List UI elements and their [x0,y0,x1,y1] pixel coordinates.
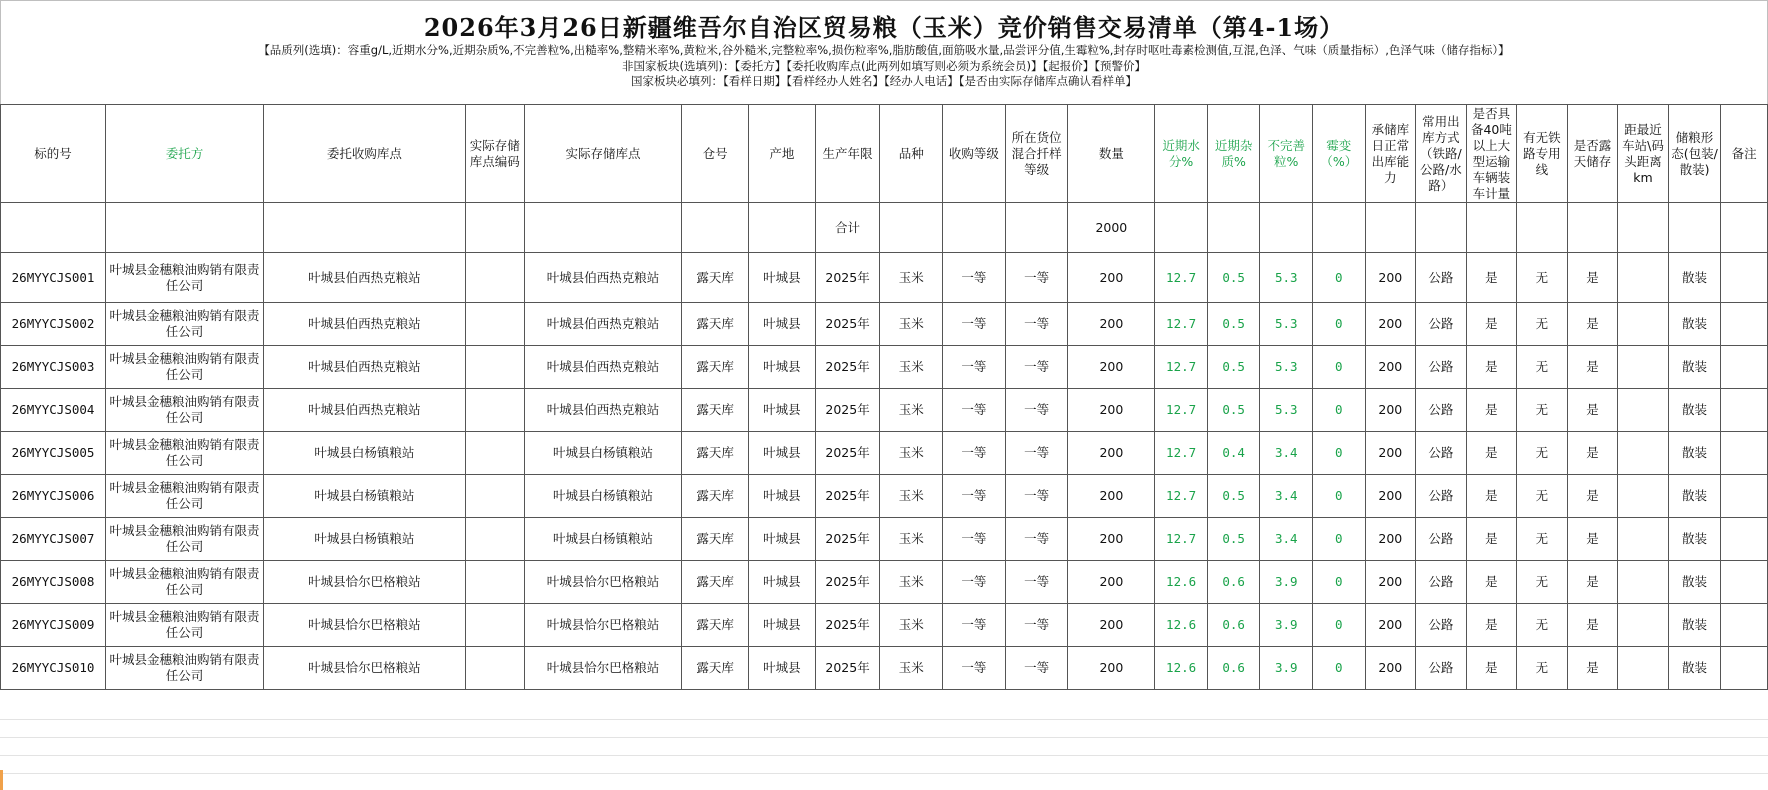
cell-imperfect[interactable]: 3.9 [1260,647,1313,690]
cell-capacity[interactable]: 200 [1365,604,1416,647]
cell-warehouse[interactable]: 露天库 [682,432,749,475]
cell-remark[interactable] [1721,647,1768,690]
cell-year[interactable]: 2025年 [815,253,880,303]
cell-mixed-grade[interactable]: 一等 [1005,604,1068,647]
cell-quantity[interactable]: 200 [1068,303,1155,346]
cell-purchase-point[interactable]: 叶城县恰尔巴格粮站 [263,604,465,647]
cell-variety[interactable]: 玉米 [880,475,943,518]
cell-distance[interactable] [1618,432,1669,475]
row-selection-marker [0,770,3,790]
cell-open-air[interactable]: 是 [1567,432,1618,475]
cell-truck[interactable]: 是 [1466,303,1517,346]
cell-capacity[interactable]: 200 [1365,346,1416,389]
cell-grade[interactable]: 一等 [943,346,1006,389]
cell-storage-point[interactable]: 叶城县伯西热克粮站 [524,253,682,303]
cell-variety[interactable]: 玉米 [880,389,943,432]
empty-sheet-area[interactable] [0,703,1768,790]
cell-year[interactable]: 2025年 [815,647,880,690]
cell-imperfect[interactable]: 3.9 [1260,604,1313,647]
cell-purchase-point[interactable]: 叶城县白杨镇粮站 [263,475,465,518]
cell-form[interactable]: 散装 [1668,475,1721,518]
cell-impurity[interactable]: 0.5 [1207,346,1260,389]
cell-client[interactable]: 叶城县金穗粮油购销有限责任公司 [106,253,264,303]
cell-storage-code[interactable] [465,518,524,561]
cell-origin[interactable]: 叶城县 [749,253,816,303]
cell-id[interactable]: 26MYYCJS002 [1,303,106,346]
cell-method[interactable]: 公路 [1416,561,1467,604]
cell-client[interactable]: 叶城县金穗粮油购销有限责任公司 [106,604,264,647]
cell-origin[interactable]: 叶城县 [749,346,816,389]
column-header[interactable]: 委托收购库点 [263,105,465,203]
cell-mixed-grade[interactable]: 一等 [1005,518,1068,561]
cell-open-air[interactable]: 是 [1567,647,1618,690]
table-row [1,389,1768,432]
cell-grade[interactable]: 一等 [943,432,1006,475]
cell-open-air[interactable]: 是 [1567,475,1618,518]
cell-method[interactable]: 公路 [1416,253,1467,303]
cell-open-air[interactable]: 是 [1567,253,1618,303]
cell-quantity[interactable]: 200 [1068,475,1155,518]
cell-impurity[interactable]: 0.6 [1207,604,1260,647]
cell-remark[interactable] [1721,561,1768,604]
cell-distance[interactable] [1618,303,1669,346]
cell-id[interactable]: 26MYYCJS003 [1,346,106,389]
cell-method[interactable]: 公路 [1416,389,1467,432]
column-header[interactable]: 霉变（%） [1313,105,1366,203]
cell-storage-code[interactable] [465,303,524,346]
cell-origin[interactable]: 叶城县 [749,647,816,690]
cell-truck[interactable]: 是 [1466,389,1517,432]
cell-truck[interactable]: 是 [1466,604,1517,647]
cell-variety[interactable]: 玉米 [880,647,943,690]
cell-remark[interactable] [1721,303,1768,346]
cell-quantity[interactable]: 200 [1068,432,1155,475]
cell-mixed-grade[interactable]: 一等 [1005,561,1068,604]
column-header[interactable]: 委托方 [106,105,264,203]
cell-moisture[interactable]: 12.7 [1155,389,1208,432]
cell-form[interactable]: 散装 [1668,253,1721,303]
cell-open-air[interactable]: 是 [1567,561,1618,604]
cell-id[interactable]: 26MYYCJS009 [1,604,106,647]
cell-client[interactable]: 叶城县金穗粮油购销有限责任公司 [106,303,264,346]
listing-table [0,104,1768,690]
cell-railway[interactable]: 无 [1517,604,1568,647]
cell-mixed-grade[interactable]: 一等 [1005,475,1068,518]
cell-quantity[interactable]: 200 [1068,389,1155,432]
cell-imperfect[interactable]: 5.3 [1260,346,1313,389]
cell-year[interactable]: 2025年 [815,303,880,346]
cell-truck[interactable]: 是 [1466,475,1517,518]
cell-storage-code[interactable] [465,432,524,475]
cell-variety[interactable]: 玉米 [880,561,943,604]
cell-railway[interactable]: 无 [1517,303,1568,346]
cell-mixed-grade[interactable]: 一等 [1005,432,1068,475]
cell-year[interactable]: 2025年 [815,389,880,432]
cell-moisture[interactable]: 12.7 [1155,253,1208,303]
table-row [1,253,1768,303]
cell-open-air[interactable]: 是 [1567,389,1618,432]
cell-storage-code[interactable] [465,647,524,690]
cell-capacity[interactable]: 200 [1365,253,1416,303]
cell-purchase-point[interactable]: 叶城县恰尔巴格粮站 [263,647,465,690]
table-row [1,561,1768,604]
column-header[interactable]: 标的号 [1,105,106,203]
cell-grade[interactable]: 一等 [943,518,1006,561]
national-columns-note[interactable]: 国家板块必填列：【看样日期】【看样经办人姓名】【经办人电话】【是否由实际存储库点确认看样单】 [631,74,1137,88]
cell-grade[interactable]: 一等 [943,475,1006,518]
cell-truck[interactable]: 是 [1466,432,1517,475]
cell-distance[interactable] [1618,518,1669,561]
cell-id[interactable]: 26MYYCJS010 [1,647,106,690]
quality-columns-note[interactable]: 【品质列(选填)：容重g/L,近期水分%,近期杂质%,不完善粒%,出糙率%,整精米率%,黄粒米,谷外糙米,完整粒率%,损伤粒率%,脂肪酸值,面筋吸水量,品尝评分值,生霉粒%,封存时呕吐毒素检测值,互混,色泽、气味（质量指标）,色泽气味（储存指标）】 [258,43,1510,57]
table-row [1,475,1768,518]
cell-moisture[interactable]: 12.7 [1155,346,1208,389]
cell-grade[interactable]: 一等 [943,389,1006,432]
cell-open-air[interactable]: 是 [1567,604,1618,647]
cell-warehouse[interactable]: 露天库 [682,389,749,432]
cell-storage-point[interactable]: 叶城县白杨镇粮站 [524,432,682,475]
cell-grade[interactable]: 一等 [943,604,1006,647]
cell-quantity[interactable]: 200 [1068,604,1155,647]
column-header[interactable]: 实际存储库点 [524,105,682,203]
cell-storage-point[interactable]: 叶城县恰尔巴格粮站 [524,561,682,604]
cell-capacity[interactable]: 200 [1365,389,1416,432]
cell-railway[interactable]: 无 [1517,647,1568,690]
cell-client[interactable]: 叶城县金穗粮油购销有限责任公司 [106,475,264,518]
column-header[interactable]: 常用出库方式（铁路/公路/水路） [1416,105,1467,203]
cell-impurity[interactable]: 0.5 [1207,389,1260,432]
cell-client[interactable]: 叶城县金穗粮油购销有限责任公司 [106,561,264,604]
cell-imperfect[interactable]: 3.9 [1260,561,1313,604]
cell-purchase-point[interactable]: 叶城县恰尔巴格粮站 [263,561,465,604]
cell-storage-point[interactable]: 叶城县白杨镇粮站 [524,518,682,561]
cell-storage-code[interactable] [465,561,524,604]
cell-method[interactable]: 公路 [1416,604,1467,647]
cell-distance[interactable] [1618,389,1669,432]
cell-year[interactable]: 2025年 [815,561,880,604]
cell-mildew[interactable]: 0 [1313,346,1366,389]
cell-grade[interactable]: 一等 [943,253,1006,303]
cell-quantity[interactable]: 200 [1068,647,1155,690]
column-header[interactable]: 近期水分% [1155,105,1208,203]
cell-capacity[interactable]: 200 [1365,475,1416,518]
cell-capacity[interactable]: 200 [1365,432,1416,475]
sheet-header [0,0,1768,105]
cell-imperfect[interactable]: 3.4 [1260,518,1313,561]
cell-imperfect[interactable]: 3.4 [1260,432,1313,475]
cell-warehouse[interactable]: 露天库 [682,647,749,690]
column-header[interactable]: 距最近车站\码头距离km [1618,105,1669,203]
cell-id[interactable]: 26MYYCJS004 [1,389,106,432]
cell-imperfect[interactable]: 5.3 [1260,253,1313,303]
cell-warehouse[interactable]: 露天库 [682,303,749,346]
cell-storage-code[interactable] [465,389,524,432]
table-row [1,432,1768,475]
cell-method[interactable]: 公路 [1416,303,1467,346]
cell-mildew[interactable]: 0 [1313,303,1366,346]
cell-mixed-grade[interactable]: 一等 [1005,303,1068,346]
cell-warehouse[interactable]: 露天库 [682,604,749,647]
column-header[interactable]: 不完善粒% [1260,105,1313,203]
cell-warehouse[interactable]: 露天库 [682,518,749,561]
cell-form[interactable]: 散装 [1668,561,1721,604]
cell-moisture[interactable]: 12.6 [1155,647,1208,690]
cell-quantity[interactable]: 200 [1068,253,1155,303]
cell-form[interactable]: 散装 [1668,647,1721,690]
cell-form[interactable]: 散装 [1668,389,1721,432]
cell-year[interactable]: 2025年 [815,518,880,561]
cell-year[interactable]: 2025年 [815,346,880,389]
cell-mildew[interactable]: 0 [1313,432,1366,475]
cell-purchase-point[interactable]: 叶城县白杨镇粮站 [263,432,465,475]
cell-impurity[interactable]: 0.5 [1207,253,1260,303]
total-quantity[interactable]: 2000 [1068,203,1155,253]
column-header[interactable]: 所在货位混合扦样等级 [1005,105,1068,203]
cell-railway[interactable]: 无 [1517,432,1568,475]
cell-mildew[interactable]: 0 [1313,389,1366,432]
cell-imperfect[interactable]: 5.3 [1260,389,1313,432]
cell-distance[interactable] [1618,647,1669,690]
cell-variety[interactable]: 玉米 [880,253,943,303]
cell-client[interactable]: 叶城县金穗粮油购销有限责任公司 [106,432,264,475]
cell-remark[interactable] [1721,432,1768,475]
column-header[interactable]: 近期杂质% [1207,105,1260,203]
cell-form[interactable]: 散装 [1668,604,1721,647]
cell-variety[interactable]: 玉米 [880,303,943,346]
total-label[interactable]: 合计 [815,203,880,253]
cell-distance[interactable] [1618,253,1669,303]
cell-distance[interactable] [1618,604,1669,647]
column-header[interactable]: 实际存储库点编码 [465,105,524,203]
cell-moisture[interactable]: 12.7 [1155,432,1208,475]
cell-remark[interactable] [1721,253,1768,303]
cell-id[interactable]: 26MYYCJS005 [1,432,106,475]
cell-purchase-point[interactable]: 叶城县白杨镇粮站 [263,518,465,561]
cell-year[interactable]: 2025年 [815,432,880,475]
cell-mildew[interactable]: 0 [1313,604,1366,647]
cell-remark[interactable] [1721,346,1768,389]
cell-truck[interactable]: 是 [1466,253,1517,303]
cell-quantity[interactable]: 200 [1068,561,1155,604]
cell-form[interactable]: 散装 [1668,346,1721,389]
cell-form[interactable]: 散装 [1668,432,1721,475]
table-row [1,647,1768,690]
column-header[interactable]: 收购等级 [943,105,1006,203]
cell-remark[interactable] [1721,604,1768,647]
cell-mildew[interactable]: 0 [1313,561,1366,604]
cell-warehouse[interactable]: 露天库 [682,253,749,303]
cell-railway[interactable]: 无 [1517,518,1568,561]
cell-method[interactable]: 公路 [1416,432,1467,475]
cell-open-air[interactable]: 是 [1567,346,1618,389]
cell-distance[interactable] [1618,561,1669,604]
column-header[interactable]: 储粮形态(包装/散装) [1668,105,1721,203]
cell-railway[interactable]: 无 [1517,475,1568,518]
cell-warehouse[interactable]: 露天库 [682,561,749,604]
cell-origin[interactable]: 叶城县 [749,518,816,561]
column-header[interactable]: 数量 [1068,105,1155,203]
cell-origin[interactable]: 叶城县 [749,604,816,647]
table-row [1,346,1768,389]
table-row [1,303,1768,346]
cell-impurity[interactable]: 0.6 [1207,647,1260,690]
cell-quantity[interactable]: 200 [1068,346,1155,389]
column-header[interactable]: 产地 [749,105,816,203]
cell-id[interactable]: 26MYYCJS008 [1,561,106,604]
cell-capacity[interactable]: 200 [1365,647,1416,690]
cell-impurity[interactable]: 0.5 [1207,303,1260,346]
cell-id[interactable]: 26MYYCJS006 [1,475,106,518]
table-row [1,604,1768,647]
cell-open-air[interactable]: 是 [1567,518,1618,561]
cell-origin[interactable]: 叶城县 [749,389,816,432]
cell-mildew[interactable]: 0 [1313,475,1366,518]
cell-imperfect[interactable]: 3.4 [1260,475,1313,518]
non-national-columns-note[interactable]: 非国家板块(选填列)：【委托方】【委托收购库点(此两列如填写则必须为系统会员)】【起报价】【预警价】 [622,58,1146,73]
cell-capacity[interactable]: 200 [1365,303,1416,346]
cell-storage-code[interactable] [465,253,524,303]
cell-origin[interactable]: 叶城县 [749,561,816,604]
cell-purchase-point[interactable]: 叶城县伯西热克粮站 [263,303,465,346]
column-header[interactable]: 是否露天储存 [1567,105,1618,203]
cell-truck[interactable]: 是 [1466,561,1517,604]
column-header[interactable]: 备注 [1721,105,1768,203]
cell-method[interactable]: 公路 [1416,346,1467,389]
cell-variety[interactable]: 玉米 [880,432,943,475]
cell-imperfect[interactable]: 5.3 [1260,303,1313,346]
cell-client[interactable]: 叶城县金穗粮油购销有限责任公司 [106,647,264,690]
cell-origin[interactable]: 叶城县 [749,303,816,346]
cell-year[interactable]: 2025年 [815,475,880,518]
cell-moisture[interactable]: 12.7 [1155,475,1208,518]
cell-storage-point[interactable]: 叶城县伯西热克粮站 [524,346,682,389]
column-header[interactable]: 承储库日正常出库能力 [1365,105,1416,203]
cell-warehouse[interactable]: 露天库 [682,475,749,518]
cell-storage-code[interactable] [465,475,524,518]
cell-grade[interactable]: 一等 [943,303,1006,346]
cell-id[interactable]: 26MYYCJS007 [1,518,106,561]
column-header[interactable]: 仓号 [682,105,749,203]
cell-form[interactable]: 散装 [1668,303,1721,346]
cell-distance[interactable] [1618,346,1669,389]
cell-railway[interactable]: 无 [1517,253,1568,303]
cell-truck[interactable]: 是 [1466,346,1517,389]
column-header[interactable]: 品种 [880,105,943,203]
cell-storage-point[interactable]: 叶城县伯西热克粮站 [524,389,682,432]
cell-remark[interactable] [1721,518,1768,561]
cell-client[interactable]: 叶城县金穗粮油购销有限责任公司 [106,389,264,432]
cell-purchase-point[interactable]: 叶城县伯西热克粮站 [263,389,465,432]
cell-remark[interactable] [1721,389,1768,432]
cell-remark[interactable] [1721,475,1768,518]
cell-id[interactable]: 26MYYCJS001 [1,253,106,303]
column-header-row [1,105,1768,203]
cell-warehouse[interactable]: 露天库 [682,346,749,389]
cell-purchase-point[interactable]: 叶城县伯西热克粮站 [263,253,465,303]
column-header[interactable]: 生产年限 [815,105,880,203]
cell-open-air[interactable]: 是 [1567,303,1618,346]
cell-variety[interactable]: 玉米 [880,604,943,647]
cell-year[interactable]: 2025年 [815,604,880,647]
cell-storage-point[interactable]: 叶城县恰尔巴格粮站 [524,604,682,647]
cell-railway[interactable]: 无 [1517,561,1568,604]
cell-moisture[interactable]: 12.6 [1155,561,1208,604]
table-row [1,518,1768,561]
cell-impurity[interactable]: 0.6 [1207,561,1260,604]
page-title[interactable]: 2026年3月26日新疆维吾尔自治区贸易粮（玉米）竞价销售交易清单（第4-1场） [423,13,1345,42]
cell-grade[interactable]: 一等 [943,561,1006,604]
cell-variety[interactable]: 玉米 [880,518,943,561]
cell-moisture[interactable]: 12.7 [1155,518,1208,561]
cell-capacity[interactable]: 200 [1365,518,1416,561]
cell-client[interactable]: 叶城县金穗粮油购销有限责任公司 [106,346,264,389]
cell-storage-point[interactable]: 叶城县恰尔巴格粮站 [524,647,682,690]
cell-form[interactable]: 散装 [1668,518,1721,561]
cell-mixed-grade[interactable]: 一等 [1005,389,1068,432]
cell-method[interactable]: 公路 [1416,647,1467,690]
cell-purchase-point[interactable]: 叶城县伯西热克粮站 [263,346,465,389]
cell-impurity[interactable]: 0.5 [1207,475,1260,518]
cell-origin[interactable]: 叶城县 [749,475,816,518]
cell-mildew[interactable]: 0 [1313,518,1366,561]
cell-railway[interactable]: 无 [1517,389,1568,432]
cell-storage-code[interactable] [465,346,524,389]
cell-mixed-grade[interactable]: 一等 [1005,253,1068,303]
cell-impurity[interactable]: 0.5 [1207,518,1260,561]
cell-mildew[interactable]: 0 [1313,253,1366,303]
cell-mixed-grade[interactable]: 一等 [1005,647,1068,690]
cell-moisture[interactable]: 12.7 [1155,303,1208,346]
cell-storage-point[interactable]: 叶城县白杨镇粮站 [524,475,682,518]
cell-distance[interactable] [1618,475,1669,518]
cell-truck[interactable]: 是 [1466,647,1517,690]
cell-method[interactable]: 公路 [1416,475,1467,518]
cell-mildew[interactable]: 0 [1313,647,1366,690]
cell-mixed-grade[interactable]: 一等 [1005,346,1068,389]
cell-truck[interactable]: 是 [1466,518,1517,561]
cell-impurity[interactable]: 0.4 [1207,432,1260,475]
column-header[interactable]: 有无铁路专用线 [1517,105,1568,203]
cell-quantity[interactable]: 200 [1068,518,1155,561]
column-header[interactable]: 是否具备40吨以上大型运输车辆装车计量 [1466,105,1517,203]
cell-client[interactable]: 叶城县金穗粮油购销有限责任公司 [106,518,264,561]
cell-method[interactable]: 公路 [1416,518,1467,561]
cell-moisture[interactable]: 12.6 [1155,604,1208,647]
cell-storage-point[interactable]: 叶城县伯西热克粮站 [524,303,682,346]
cell-grade[interactable]: 一等 [943,647,1006,690]
total-row [1,203,1768,253]
cell-origin[interactable]: 叶城县 [749,432,816,475]
cell-capacity[interactable]: 200 [1365,561,1416,604]
cell-variety[interactable]: 玉米 [880,346,943,389]
cell-storage-code[interactable] [465,604,524,647]
cell-railway[interactable]: 无 [1517,346,1568,389]
